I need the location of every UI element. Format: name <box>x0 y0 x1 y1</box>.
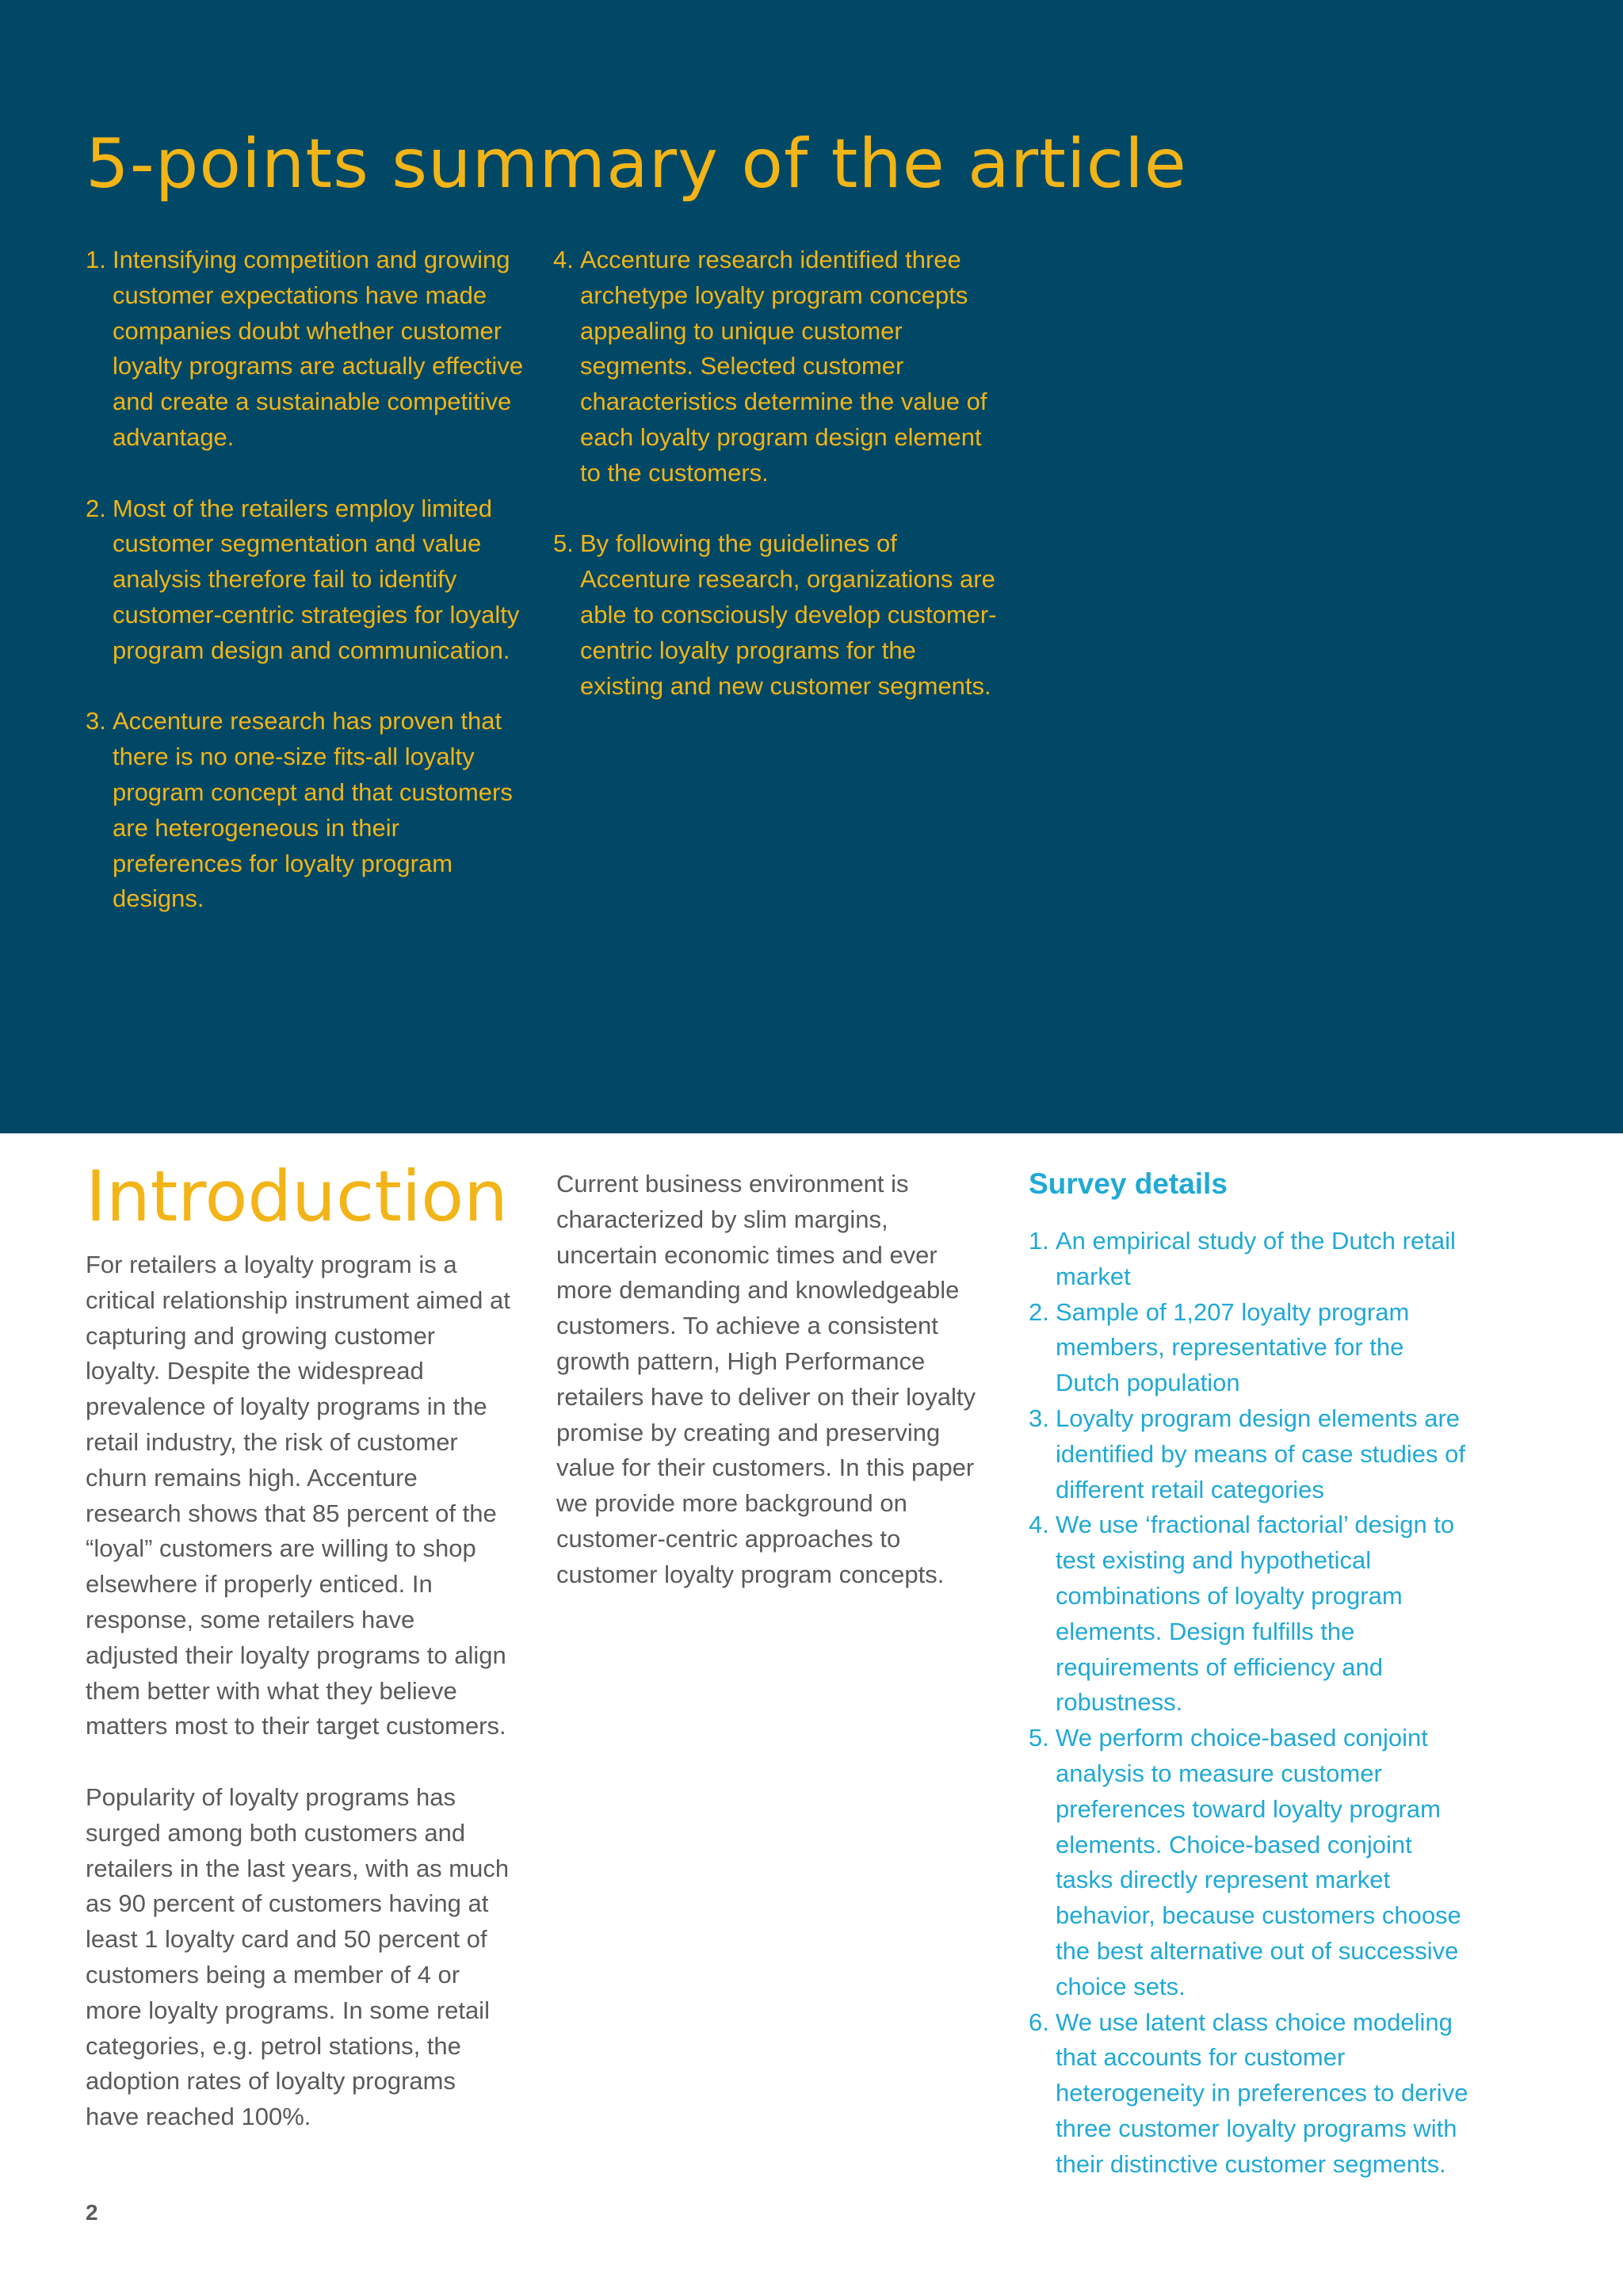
summary-point-number: 3. <box>86 707 106 735</box>
introduction-paragraph: For retailers a loyalty program is a critical relationship instrument aimed at capturing and growing customer loyalty. Despite the widespread prevalence of loyalty programs in the retail industry, the risk of customer churn remains high. Accenture research shows that 85 percent of the “loyal” customers are willing to shop elsewhere if properly enticed. In response, some retailers have adjusted their loyalty programs to align them better with what they believe matters most to their target customers. <box>86 1251 510 1740</box>
survey-item-number: 2. <box>1029 1297 1049 1326</box>
summary-point <box>86 704 529 917</box>
survey-item <box>1029 1224 1472 1295</box>
survey-item <box>1029 1295 1472 1401</box>
summary-point <box>86 243 529 456</box>
survey-details-list <box>1029 1224 1472 2183</box>
introduction-heading: Introduction <box>86 1156 508 1237</box>
survey-item <box>1029 1507 1472 1721</box>
survey-item-number: 4. <box>1029 1511 1049 1539</box>
page-number: 2 <box>86 2200 98 2225</box>
summary-point <box>86 491 529 669</box>
summary-point-text: Accenture research identified three archetype loyalty program concepts appealing to unique customer segments. Selected customer characteristics determine the value of each loyalty program design element to the customers. <box>580 246 987 487</box>
summary-list-left <box>86 243 529 917</box>
survey-item <box>1029 1401 1472 1507</box>
summary-point-text: Intensifying competition and growing customer expectations have made companies doubt whether customer loyalty programs are actually effective and create a sustainable competitive advantage. <box>113 246 524 451</box>
summary-point-text: By following the guidelines of Accenture research, organizations are able to consciously develop customer-centric loyalty programs for the existing and new customer segments. <box>580 529 997 700</box>
summary-section <box>0 0 1623 1133</box>
summary-point-number: 4. <box>553 246 574 273</box>
summary-point-text: Accenture research has proven that there is no one-size fits-all loyalty program concept and that customers are heterogeneous in their preferences for loyalty program designs. <box>113 707 513 913</box>
survey-item-number: 6. <box>1029 2008 1049 2036</box>
summary-list-right <box>553 243 997 704</box>
summary-point <box>553 526 997 704</box>
survey-item-text: We use latent class choice modeling that accounts for customer heterogeneity in preferences to derive three customer loyalty programs with their distinctive customer segments. <box>1056 2008 1468 2178</box>
survey-item <box>1029 1721 1472 2004</box>
survey-item-text: Loyalty program design elements are identified by means of case studies of different retail categories <box>1056 1404 1465 1503</box>
survey-item-number: 3. <box>1029 1404 1049 1432</box>
survey-item-text: Sample of 1,207 loyalty program members, representative for the Dutch population <box>1056 1297 1410 1397</box>
survey-item <box>1029 2005 1472 2183</box>
summary-point-number: 2. <box>86 494 106 522</box>
survey-item-text: We perform choice-based conjoint analysis to measure customer preferences toward loyalty program elements. Choice-based conjoint tasks directly represent market behavior, because customers choose the best alternative out of successive choice sets. <box>1056 1724 1461 2000</box>
survey-item-number: 1. <box>1029 1227 1049 1255</box>
summary-point-number: 5. <box>553 529 574 558</box>
summary-point-text: Most of the retailers employ limited customer segmentation and value analysis therefore fail to identify customer-centric strategies for loyalty program design and communication. <box>113 494 520 664</box>
summary-title: 5-points summary of the article <box>86 124 1187 204</box>
introduction-column <box>86 1247 514 2135</box>
survey-item-text: An empirical study of the Dutch retail market <box>1056 1227 1456 1290</box>
introduction-paragraph: Popularity of loyalty programs has surged among both customers and retailers in the last years, with as much as 90 percent of customers having at least 1 loyalty card and 50 percent of customers being a member of 4 or more loyalty programs. In some retail categories, e.g. petrol stations, the adoption rates of loyalty programs have reached 100%. <box>86 1782 510 2131</box>
survey-details-heading: Survey details <box>1029 1167 1228 1200</box>
introduction-continuation: Current business environment is characterized by slim margins, uncertain economic times and ever more demanding and knowledgeable customers. To achieve a consistent growth pattern, High Performance retailers have to deliver on their loyalty promise by creating and preserving value for their customers. In this paper we provide more background on customer-centric approaches to customer loyalty program concepts. <box>556 1170 976 1588</box>
summary-point-number: 1. <box>86 246 106 273</box>
summary-point <box>553 243 997 491</box>
survey-item-number: 5. <box>1029 1724 1049 1752</box>
survey-item-text: We use ‘fractional factorial’ design to test existing and hypothetical combinations of loyalty program elements. Design fulfills the requirements of efficiency and robustness. <box>1056 1511 1455 1717</box>
